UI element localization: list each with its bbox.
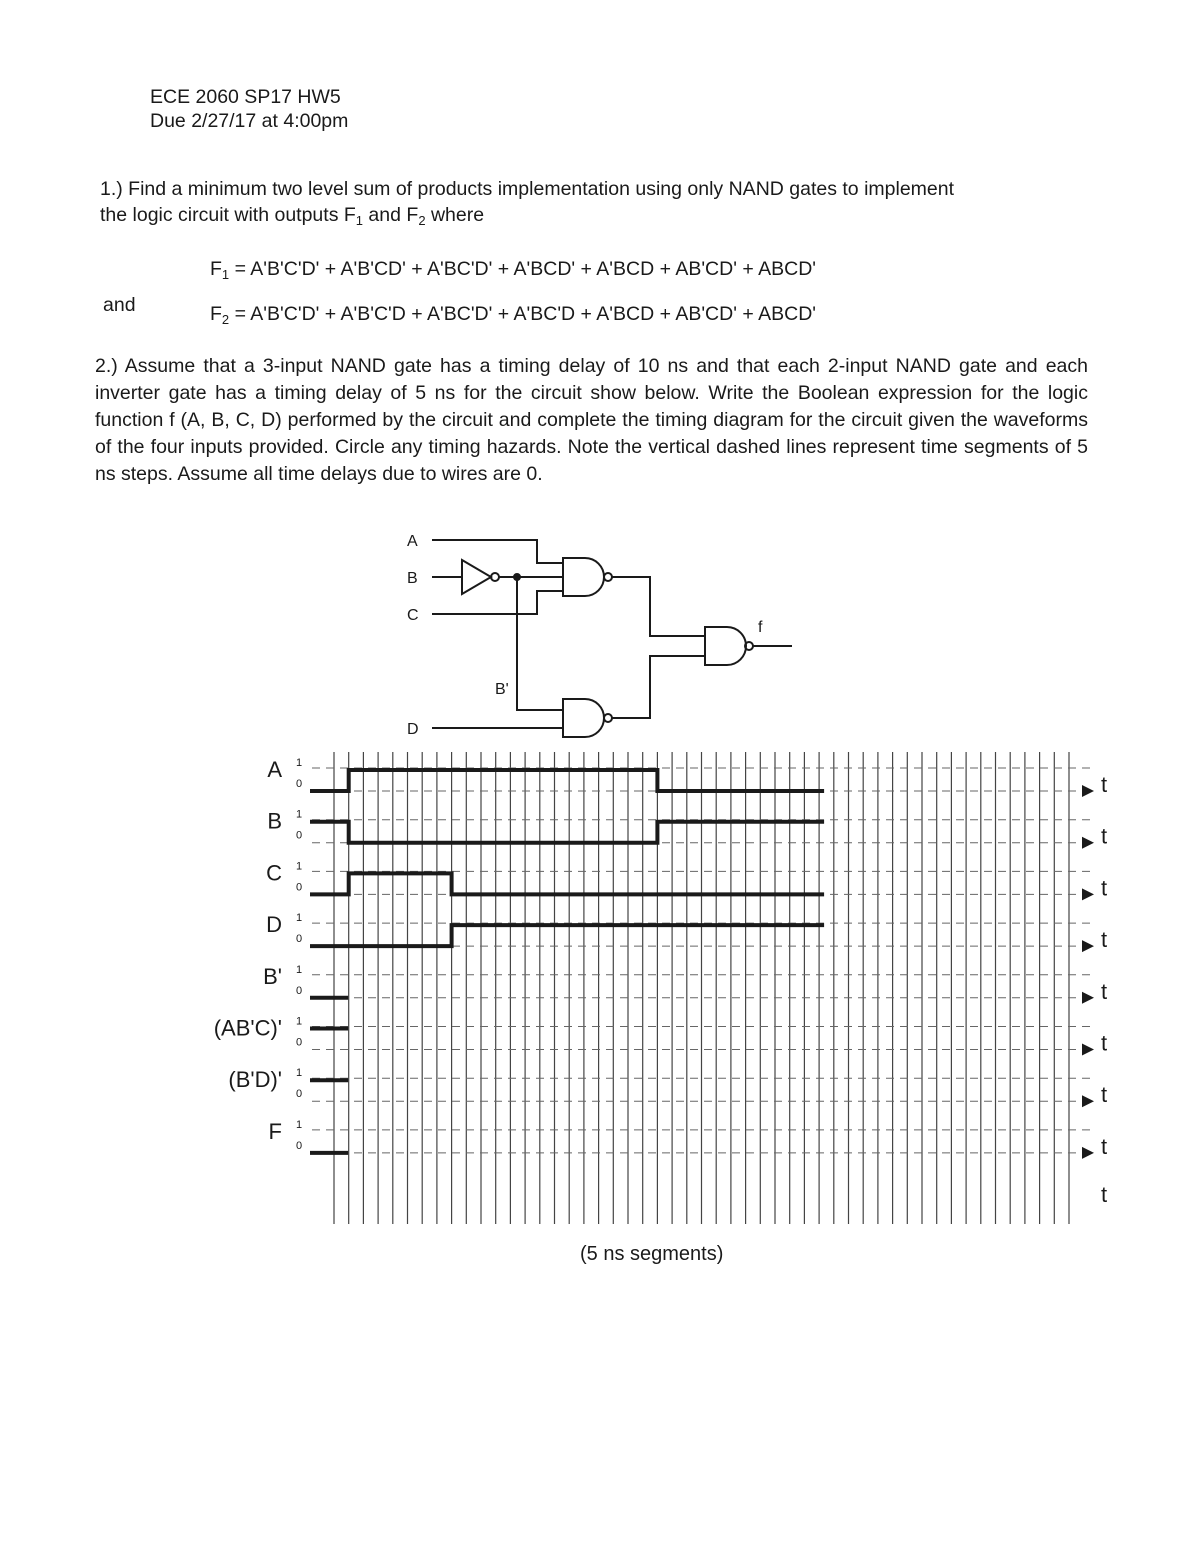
label-bprime: B' [495, 681, 509, 698]
wire-c [432, 591, 563, 614]
nand2-bubble-lower [604, 714, 612, 722]
axis-t-label: t [1101, 1133, 1108, 1159]
level-low-label: 0 [296, 829, 303, 842]
timing-footer: (5 ns segments) [580, 1243, 724, 1265]
timing-row-label: B' [263, 963, 282, 989]
timing-row-label: F [268, 1118, 282, 1144]
level-high-label: 1 [296, 860, 303, 873]
due-date: Due 2/27/17 at 4:00pm [150, 110, 349, 132]
circuit-diagram [432, 540, 792, 737]
timing-row-label: (AB'C)' [213, 1015, 282, 1041]
level-high-label: 1 [296, 1118, 303, 1131]
and-label: and [103, 294, 136, 316]
axis-t-label: t [1101, 1082, 1108, 1108]
axis-t-label: t [1101, 1030, 1108, 1056]
level-low-label: 0 [296, 984, 303, 997]
axis-t-label: t [1101, 978, 1108, 1004]
label-input-d: D [407, 721, 419, 738]
axis-arrow-icon [1082, 785, 1094, 797]
level-high-label: 1 [296, 757, 303, 769]
f1-name: F [210, 258, 222, 280]
timing-waveforms [310, 770, 824, 1153]
timing-row-label: C [266, 860, 282, 886]
f1-sub: 1 [221, 267, 230, 282]
waveform-c [310, 873, 824, 894]
level-high-label: 1 [296, 963, 303, 976]
level-low-label: 0 [296, 933, 303, 946]
timing-row-label: A [267, 757, 282, 782]
f1-expression: = A'B'C'D' + A'B'CD' + A'BC'D' + A'BCD' + A'BCD + AB'CD' + ABCD' [229, 258, 816, 280]
label-input-c: C [407, 607, 419, 624]
level-low-label: 0 [296, 1036, 303, 1049]
course-title: ECE 2060 SP17 HW5 [150, 86, 341, 108]
nand2-gate-output [705, 627, 746, 665]
q1-text-pre: the logic circuit with outputs F [100, 204, 356, 226]
waveform-d [310, 925, 824, 946]
wire-bprime-to-nand2 [517, 577, 563, 710]
q2-text: 2.) Assume that a 3-input NAND gate has a timing delay of 10 ns and that each 2-input NAND gate and each inverter gate has a timing delay of 5 ns for the circuit show below. Write the Boolean expression for the logic function f (A, B, C, D) performed by the circuit and complete the timing diagram for the circuit given the waveforms of the four inputs provided. Circle any timing hazards. Note the vertical dashed lines represent time segments of 5 ns steps. Assume all time delays due to wires are 0. [95, 355, 1088, 485]
axis-arrow-icon [1082, 1095, 1094, 1107]
axis-t-label: t [1101, 875, 1108, 901]
label-input-a: A [407, 533, 418, 550]
axis-arrow-icon [1082, 1044, 1094, 1056]
inverter-gate [462, 560, 491, 594]
f2-sub: 2 [221, 312, 230, 327]
waveform-b [310, 822, 824, 843]
q1-text-post: where [425, 204, 485, 226]
timing-row-label: B [267, 808, 282, 834]
axis-t-label: t [1101, 772, 1108, 797]
level-low-label: 0 [296, 1088, 303, 1101]
axis-t-label-bottom: t [1101, 1182, 1108, 1207]
q1-text-line1: 1.) Find a minimum two level sum of products implementation using only NAND gates to implement [100, 178, 955, 200]
q1-sub-2: 2 [418, 213, 426, 228]
axis-t-label: t [1101, 927, 1108, 953]
wire-a [432, 540, 563, 563]
f2-name: F [210, 303, 222, 325]
timing-row-label: D [266, 912, 282, 938]
wire-nand1-out [612, 577, 705, 636]
axis-arrow-icon [1082, 888, 1094, 900]
axis-arrow-icon [1082, 940, 1094, 952]
nand2-gate-lower [563, 699, 604, 737]
level-high-label: 1 [296, 912, 303, 925]
q1-sub-1: 1 [355, 213, 364, 228]
level-low-label: 0 [296, 778, 303, 790]
f2-expression: = A'B'C'D' + A'B'C'D + A'BC'D' + A'BC'D + A'BCD + AB'CD' + ABCD' [229, 303, 816, 325]
timing-rows [214, 757, 1107, 1159]
axis-t-label: t [1101, 823, 1108, 849]
axis-arrow-icon [1082, 1147, 1094, 1159]
circuit-labels [407, 533, 763, 738]
wire-nand2-out [612, 656, 705, 718]
junction-dot [514, 574, 520, 580]
axis-arrow-icon [1082, 992, 1094, 1004]
level-high-label: 1 [296, 1015, 303, 1028]
waveform-a [310, 770, 824, 791]
q1-text-mid: and F [363, 204, 419, 226]
level-low-label: 0 [296, 1139, 303, 1152]
level-high-label: 1 [296, 1067, 303, 1080]
timing-row-label: (B'D)' [228, 1067, 282, 1093]
level-high-label: 1 [296, 808, 303, 821]
level-low-label: 0 [296, 881, 303, 894]
axis-arrow-icon [1082, 837, 1094, 849]
label-input-b: B [407, 570, 418, 587]
nand3-bubble [604, 573, 612, 581]
label-output-f: f [758, 619, 763, 636]
nand3-gate [563, 558, 604, 596]
